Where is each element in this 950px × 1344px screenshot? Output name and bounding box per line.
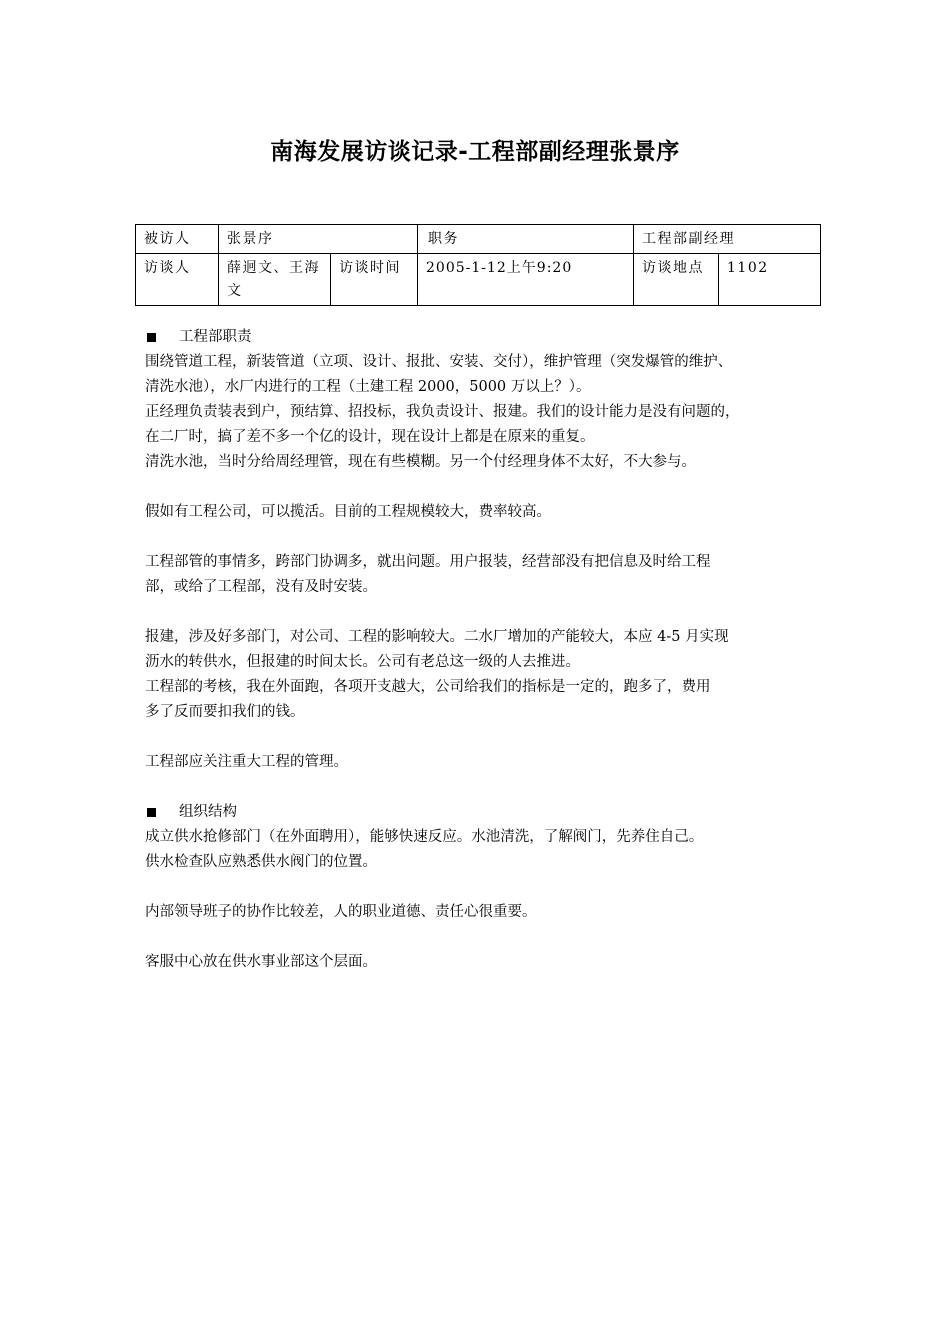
paragraph-line: 成立供水抢修部门（在外面聘用），能够快速反应。水池清洗，了解阀门，先养住自己。 [145, 829, 704, 845]
interviewer-label: 访谈人 [136, 254, 219, 306]
paragraph-line: 部，或给了工程部，没有及时安装。 [145, 579, 377, 595]
paragraph-line: 报建，涉及好多部门，对公司、工程的影响较大。二水厂增加的产能较大，本应 4-5 月实现 [145, 629, 729, 645]
table-row [136, 254, 821, 306]
paragraph-line: 清洗水池），水厂内进行的工程（土建工程 2000，5000 万以上？）。 [145, 379, 591, 395]
paragraph-line: 供水检查队应熟悉供水阀门的位置。 [145, 854, 377, 870]
paragraph-line: 围绕管道工程，新装管道（立项、设计、报批、安装、交付），维护管理（突发爆管的维护、 [145, 354, 733, 370]
page-title: 南海发展访谈记录-工程部副经理张景序 [270, 139, 680, 165]
position-value: 工程部副经理 [634, 225, 821, 254]
square-bullet-icon [147, 333, 156, 342]
table-row [136, 225, 821, 254]
section-heading [145, 800, 825, 825]
time-value: 2005-1-12上午9:20 [418, 254, 634, 306]
paragraph-line: 内部领导班子的协作比较差，人的职业道德、责任心很重要。 [145, 904, 537, 920]
paragraph-line: 工程部应关注重大工程的管理。 [145, 754, 348, 770]
place-value: 1102 [719, 254, 821, 306]
interviewer-value: 薛迥文、王海文 [219, 254, 331, 306]
interview-notes [145, 325, 825, 975]
paragraph-line: 工程部的考核，我在外面跑，各项开支越大，公司给我们的指标是一定的，跑多了，费用 [145, 679, 711, 695]
interview-info-table [135, 224, 821, 306]
section-heading-text: 工程部职责 [179, 329, 252, 345]
paragraph-line: 清洗水池，当时分给周经理管，现在有些模糊。另一个付经理身体不太好，不大参与。 [145, 454, 696, 470]
paragraph-line: 在二厂时，搞了差不多一个亿的设计，现在设计上都是在原来的重复。 [145, 429, 595, 445]
section-heading-text: 组织结构 [179, 804, 237, 820]
paragraph-line: 正经理负责装表到户，预结算、招投标，我负责设计、报建。我们的设计能力是没有问题的， [145, 404, 740, 420]
section-heading [145, 325, 825, 350]
position-label: 职务 [418, 225, 634, 254]
interviewee-label: 被访人 [136, 225, 219, 254]
paragraph-line: 工程部管的事情多，跨部门协调多，就出问题。用户报装，经营部没有把信息及时给工程 [145, 554, 711, 570]
paragraph-line: 假如有工程公司，可以揽活。目前的工程规模较大，费率较高。 [145, 504, 551, 520]
place-label: 访谈地点 [634, 254, 719, 306]
interviewee-value: 张景序 [219, 225, 418, 254]
paragraph-line: 客服中心放在供水事业部这个层面。 [145, 954, 377, 970]
time-label: 访谈时间 [331, 254, 418, 306]
paragraph-line: 沥水的转供水，但报建的时间太长。公司有老总这一级的人去推进。 [145, 654, 580, 670]
paragraph-line: 多了反而要扣我们的钱。 [145, 704, 305, 720]
square-bullet-icon [147, 808, 156, 817]
